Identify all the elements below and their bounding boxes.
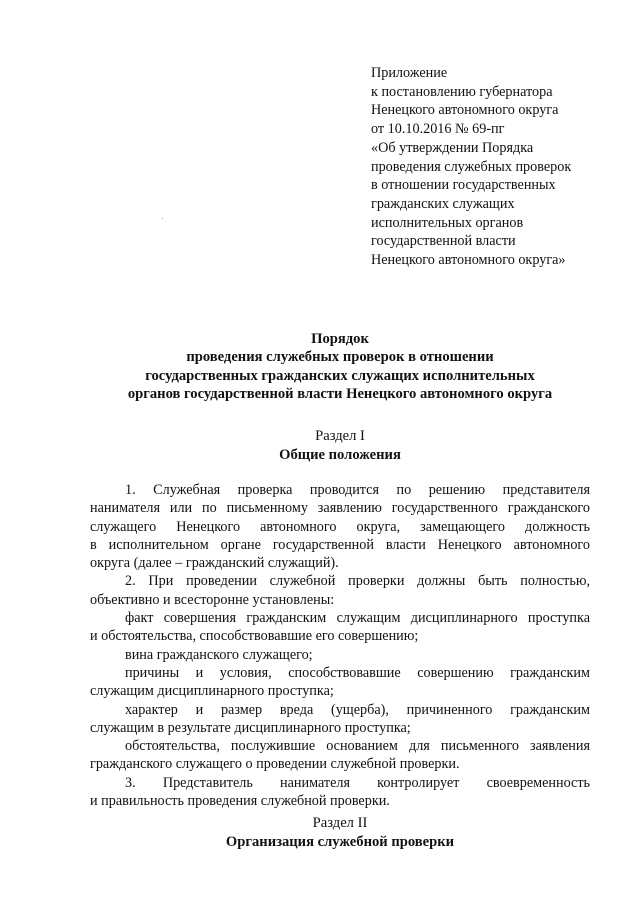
- section-1-name: Общие положения: [279, 447, 401, 463]
- body-line: и обстоятельства, способствовавшие его совершению;: [90, 628, 419, 645]
- title-line: Порядок: [311, 331, 369, 347]
- body-line: гражданского служащего о проведении служебной проверки.: [90, 756, 460, 773]
- appendix-line: проведения служебных проверок: [371, 158, 572, 175]
- section-2-name: Организация служебной проверки: [225, 834, 455, 850]
- section-2-number: Раздел II: [312, 815, 368, 831]
- title-line: государственных гражданских служащих исполнительных: [145, 367, 535, 384]
- body-line: 1. Служебная проверка проводится по решению представителя: [125, 482, 590, 498]
- body-line: в исполнительном органе государственной власти Ненецкого автономного: [90, 536, 590, 553]
- body-line: причины и условия, способствовавшие совершению гражданским: [125, 664, 590, 681]
- appendix-line: в отношении государственных: [371, 177, 556, 194]
- appendix-block: [371, 64, 621, 270]
- appendix-line: «Об утверждении Порядка: [371, 139, 534, 156]
- appendix-line: государственной власти: [371, 233, 516, 250]
- body-line: и правильность проведения служебной проверки.: [90, 793, 390, 810]
- body-line: 2. При проведении служебной проверки должны быть полностью,: [125, 573, 590, 590]
- body-line: обстоятельства, послужившие основанием для письменного заявления: [125, 738, 590, 755]
- body-line: служащего Ненецкого автономного округа, замещающего должность: [90, 518, 590, 535]
- body-line: характер и размер вреда (ущерба), причиненного гражданским: [125, 701, 590, 718]
- body-line: нанимателя или по письменному заявлению государственного гражданского: [90, 500, 590, 517]
- appendix-line: Ненецкого автономного округа»: [371, 252, 566, 269]
- title-line: проведения служебных проверок в отношении: [186, 349, 494, 366]
- body-line: служащим в результате дисциплинарного проступка;: [90, 719, 411, 736]
- body-line: объективно и всесторонне установлены:: [90, 591, 335, 608]
- appendix-line: к постановлению губернатора: [371, 83, 553, 100]
- body-line: 3. Представитель нанимателя контролирует своевременность: [125, 774, 590, 791]
- appendix-line: гражданских служащих: [371, 195, 515, 212]
- appendix-line: Ненецкого автономного округа: [371, 102, 559, 119]
- document-title: [90, 330, 590, 404]
- appendix-line: от 10.10.2016 № 69-пг: [371, 121, 505, 138]
- title-line: органов государственной власти Ненецкого автономного округа: [127, 386, 553, 403]
- section-1-heading: [90, 427, 590, 465]
- scan-speck: [162, 218, 163, 219]
- appendix-line: исполнительных органов: [371, 214, 524, 231]
- body-line: служащим дисциплинарного проступка;: [90, 683, 334, 700]
- appendix-line: Приложение: [371, 65, 448, 81]
- section-1-number: Раздел I: [315, 428, 365, 444]
- section-2-heading: [90, 814, 590, 852]
- body-line: вина гражданского служащего;: [125, 646, 313, 663]
- body-line: округа (далее – гражданский служащий).: [90, 555, 339, 572]
- body-line: факт совершения гражданским служащим дисциплинарного проступка: [125, 610, 590, 627]
- body-text: [90, 481, 590, 810]
